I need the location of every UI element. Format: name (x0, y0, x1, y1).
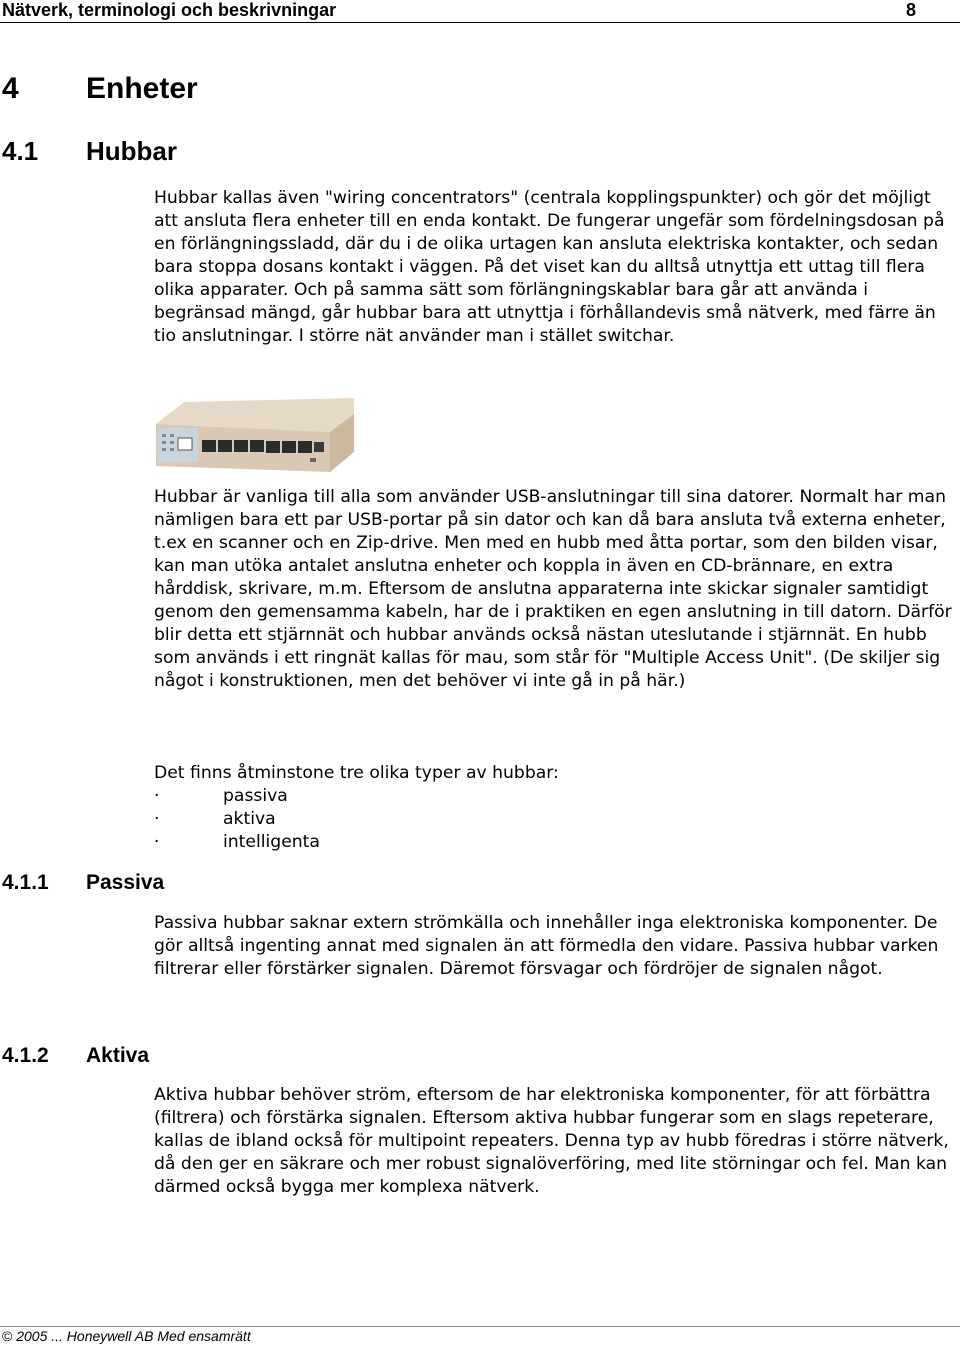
heading-section-4-1-1 (0, 871, 400, 897)
heading-number: 4.1.2 (2, 1044, 49, 1067)
heading-section-4-1 (0, 136, 400, 168)
heading-title: Hubbar (86, 136, 177, 166)
hubbar-intro-paragraph (154, 187, 956, 348)
heading-section-4-1-2 (0, 1044, 400, 1070)
heading-number: 4 (2, 72, 19, 105)
heading-number: 4.1.1 (2, 871, 49, 894)
bullet: · (154, 786, 160, 806)
list-item (154, 808, 956, 831)
list-item (154, 831, 956, 854)
passiva-paragraph (154, 912, 956, 981)
list-item-text: aktiva (223, 809, 276, 829)
heading-section-4 (0, 72, 400, 108)
aktiva-paragraph (154, 1084, 956, 1199)
paragraph-text: Passiva hubbar saknar extern strömkälla och innehåller inga elektroniska komponenter. De gör alltså ingenting annat med signalen än att förmedla den vidare. Passiva hubbar varken filtrerar eller förstärker signalen. Däremot försvagar och fördröjer de signalen något. (154, 913, 939, 979)
hub-photo (154, 394, 356, 480)
heading-title: Passiva (86, 871, 165, 894)
paragraph-text: Hubbar är vanliga till alla som använder USB-anslutningar till sina datorer. Normalt har man nämligen bara ett par USB-portar på sin dator och kan då bara ansluta två externa enheter, t.ex en scanner och en Zip-drive. Men med en hubb med åtta portar, som den bilden visar, kan man utöka antalet anslutna enheter och koppla in även en CD-brännare, en extra hårddisk, skrivare, m.m. Eftersom de anslutna apparaterna inte skickar signaler samtidigt genom den gemensamma kabeln, har de i praktiken en egen anslutning in till datorn. Därför blir detta ett stjärnnät och hubbar används också nästan uteslutande i stjärnnät. En hubb som används i ett ringnät kallas för mau, som står för "Multiple Access Unit". (De skiljer sig något i konstruktionen, men det behöver vi inte gå in på här.) (154, 487, 952, 691)
paragraph-text: Aktiva hubbar behöver ström, eftersom de har elektroniska komponenter, för att förbättra (filtrera) och förstärka signalen. Eftersom aktiva hubbar fungerar som en slags repeterare, kallas de ibland också för multipoint repeaters. Denna typ av hubb föredras i större nätverk, då den ger en säkrare och mer robust signalöverföring, med lite störningar och fel. Man kan därmed också bygga mer komplexa nätverk. (154, 1085, 949, 1197)
footer-divider (0, 1326, 960, 1327)
usb-hub-paragraph (154, 486, 956, 693)
footer-text: 2005 ... Honeywell AB Med ensamrätt (16, 1328, 251, 1344)
hub-types-list (154, 785, 956, 854)
list-item-text: intelligenta (223, 832, 320, 852)
bullet: · (154, 832, 160, 852)
footer-copyright (2, 1328, 251, 1344)
header-divider (0, 22, 960, 23)
list-item (154, 785, 956, 808)
page-number: 8 (906, 0, 917, 20)
list-item-text: passiva (223, 786, 288, 806)
heading-number: 4.1 (2, 136, 39, 166)
heading-title: Aktiva (86, 1044, 150, 1067)
copyright-icon: © (2, 1328, 13, 1344)
hub-types-block (154, 762, 956, 854)
heading-title: Enheter (86, 72, 198, 105)
document-header-title: Nätverk, terminologi och beskrivningar (2, 0, 337, 20)
paragraph-text: Hubbar kallas även "wiring concentrators" (centrala kopplingspunkter) och gör det möjligt att ansluta flera enheter till en enda kontakt. De fungerar ungefär som fördelningsdosan på en förlängningssladd, där du i de olika urtagen kan ansluta elektriska kontakter, och sedan bara stoppa dosans kontakt i väggen. På det viset kan du alltså utnyttja ett uttag till flera olika apparater. Och på samma sätt som förlängningskablar bara går att använda i begränsad mängd, går hubbar bara att utnyttja i förhållandevis små nätverk, med färre än tio anslutningar. I större nät använder man i stället switchar. (154, 188, 945, 346)
types-intro: Det finns åtminstone tre olika typer av hubbar: (154, 763, 559, 783)
hub-device-illustration (154, 394, 356, 480)
bullet: · (154, 809, 160, 829)
